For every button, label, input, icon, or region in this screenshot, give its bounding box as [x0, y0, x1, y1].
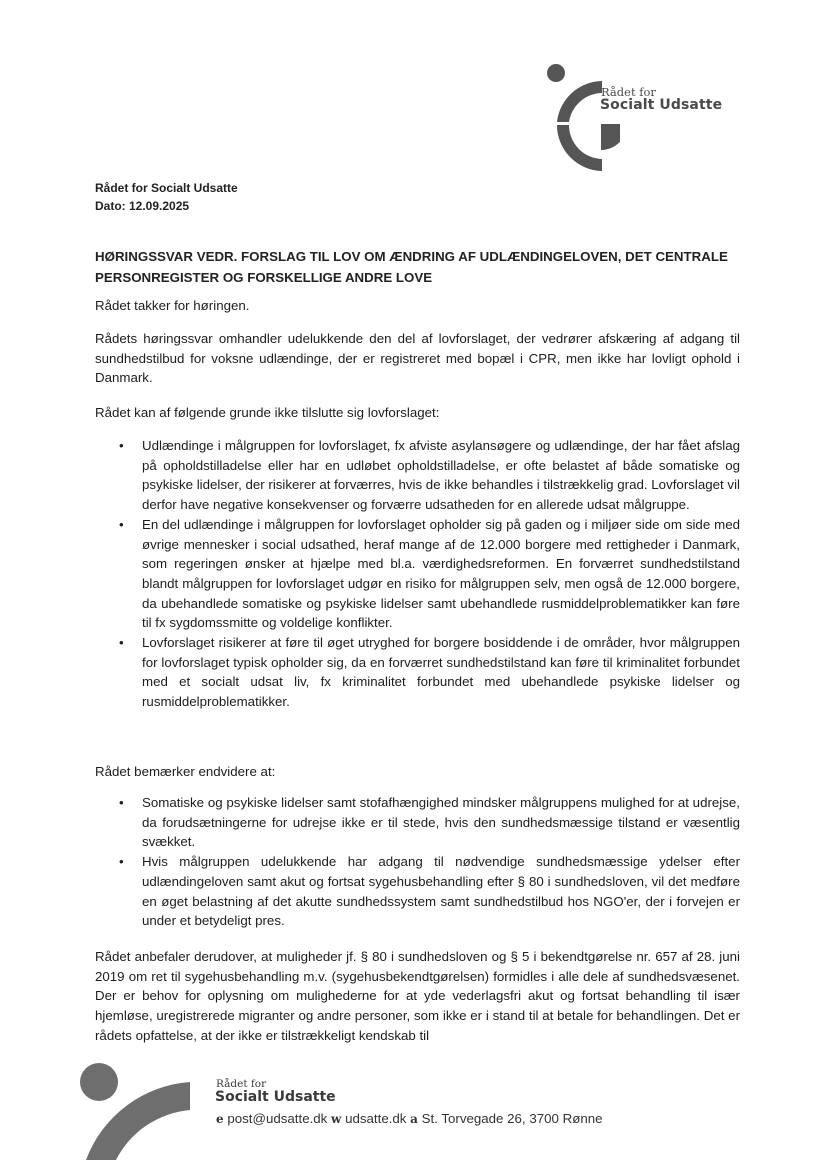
bullet-icon: • — [119, 438, 124, 453]
logo-text-line2: Socialt Udsatte — [600, 97, 723, 113]
bullet-icon: • — [119, 795, 124, 810]
paragraph-reasons-intro: Rådet kan af følgende grunde ikke tilslutte sig lovforslaget: — [95, 405, 440, 420]
list-item-text: Somatiske og psykiske lidelser samt stofafhængighed mindsker målgruppens mulighed for at udrejse, da forudsætningerne for udrejse ikke er til stede, hvis den sundhedsmæssige tilstand er væsentlig svækket. — [142, 795, 740, 850]
list-item — [95, 793, 740, 852]
footer-logo-line1: Rådet for — [216, 1078, 267, 1090]
paragraph-recommendation: Rådet anbefaler derudover, at muligheder jf. § 80 i sundhedsloven og § 5 i bekendtgørelse nr. 657 af 28. juni 2019 om ret til sygehusbehandling m.v. (sygehusbekendtgørelsen) formidles i alle dele af sundhedsvæsenet. Der er behov for oplysning om mulighederne for at yde vederlagsfri akut og fortsat behandling til især hjemløse, uregistrerede migranter og andre personer, som ikke er i stand til at betale for behandlingen. Det er rådets opfattelse, at der ikke er tilstrækkeligt kendskab til — [95, 949, 740, 1043]
paragraph-further-intro: Rådet bemærker endvidere at: — [95, 764, 276, 779]
logo-arc-lower — [557, 125, 602, 171]
document-title: HØRINGSSVAR VEDR. FORSLAG TIL LOV OM ÆNDRING AF UDLÆNDINGELOVEN, DET CENTRALE PERSONREGISTER OG FORSKELLIGE ANDRE LOVE — [95, 249, 728, 285]
bullet-icon: • — [119, 854, 124, 870]
list-item — [95, 852, 740, 931]
reasons-list — [95, 436, 740, 712]
list-item-text: Lovforslaget risikerer at føre til øget utryghed for borgere bosiddende i de områder, hvor målgruppen for lovforslaget typisk opholder sig, da en forværret sundhedstilstand kan føre til kriminalitet forbundet med et socialt udsat liv, fx kriminalitet forbundet med ubehandlede psykiske lidelser og rusmiddelproblematikker. — [142, 635, 740, 710]
list-item-text: Hvis målgruppen udelukkende har adgang til nødvendige sundhedsmæssige ydelser efter udlændingeloven samt akut og fortsat sygehusbehandling efter § 80 i sundhedsloven, vil det medføre en øget belastning af det akutte sundhedssystem samt sundhedstilbud hos NGO'er, der i forvejen er under et betydeligt pres. — [142, 854, 740, 929]
footer-contact — [216, 1111, 603, 1126]
paragraph-thanks: Rådet takker for høringen. — [95, 298, 250, 313]
paragraph-scope: Rådets høringssvar omhandler udelukkende den del af lovforslaget, der vedrører afskæring af adgang til sundhedstilbud for voksne udlændinge, der er registreret med bopæl i CPR, men ikke har lovligt ophold i Danmark. — [95, 331, 740, 386]
further-points-list — [95, 793, 740, 931]
logo-text-line1: Rådet for — [601, 85, 656, 99]
logo-arc-upper — [557, 81, 602, 122]
bullet-icon: • — [119, 635, 124, 651]
list-item — [95, 515, 740, 633]
list-item — [95, 436, 740, 515]
sender-block — [95, 179, 238, 215]
document-date: Dato: 12.09.2025 — [95, 199, 190, 213]
footer-logo-mark-icon — [78, 1062, 218, 1162]
footer-logo-dot — [80, 1063, 118, 1101]
logo-mark-icon — [540, 60, 620, 180]
bullet-icon: • — [119, 516, 124, 532]
list-item — [95, 633, 740, 712]
logo-dot — [547, 64, 565, 82]
header-logo — [540, 60, 740, 180]
address-label: a — [410, 1112, 418, 1126]
footer-email-link[interactable]: post@udsatte.dk — [227, 1111, 328, 1126]
list-item-text: Udlændinge i målgruppen for lovforslaget, fx afviste asylansøgere og udlændinge, der har fået afslag på opholdstilladelse eller har en udløbet opholdstilladelse, er ofte belastet af både somatiske og psykiske lidelser, der risikerer at forværres, hvis de ikke behandles i tilstrækkelig grad. Lovforslaget vil derfor have negative konsekvenser og forværre udsatheden for en allerede udsat målgruppe. — [142, 438, 740, 513]
footer-address: St. Torvegade 26, 3700 Rønne — [421, 1111, 603, 1126]
sender-organization: Rådet for Socialt Udsatte — [95, 181, 238, 195]
footer-web-link[interactable]: udsatte.dk — [345, 1111, 407, 1126]
footer — [78, 1062, 678, 1162]
email-label: e — [216, 1112, 224, 1126]
web-label: w — [331, 1112, 342, 1126]
list-item-text: En del udlændinge i målgruppen for lovforslaget opholder sig på gaden og i miljøer side om side med øvrige mennesker i social udsathed, heraf mange af de 12.000 borgere med rettigheder i Danmark, som regeringen ønsker at hjælpe med bl.a. værdighedsreformen. En forværret sundhedstilstand blandt målgruppen for lovforslaget udgør en risiko for målgruppen selv, men også de 12.000 borgere, da ubehandlede somatiske og psykiske lidelser samt ubehandlede rusmiddelproblematikker kan føre til fx sygdomssmitte og voldelige konflikter. — [142, 516, 740, 631]
logo-quarter — [601, 124, 620, 150]
footer-logo-line2: Socialt Udsatte — [215, 1089, 336, 1105]
